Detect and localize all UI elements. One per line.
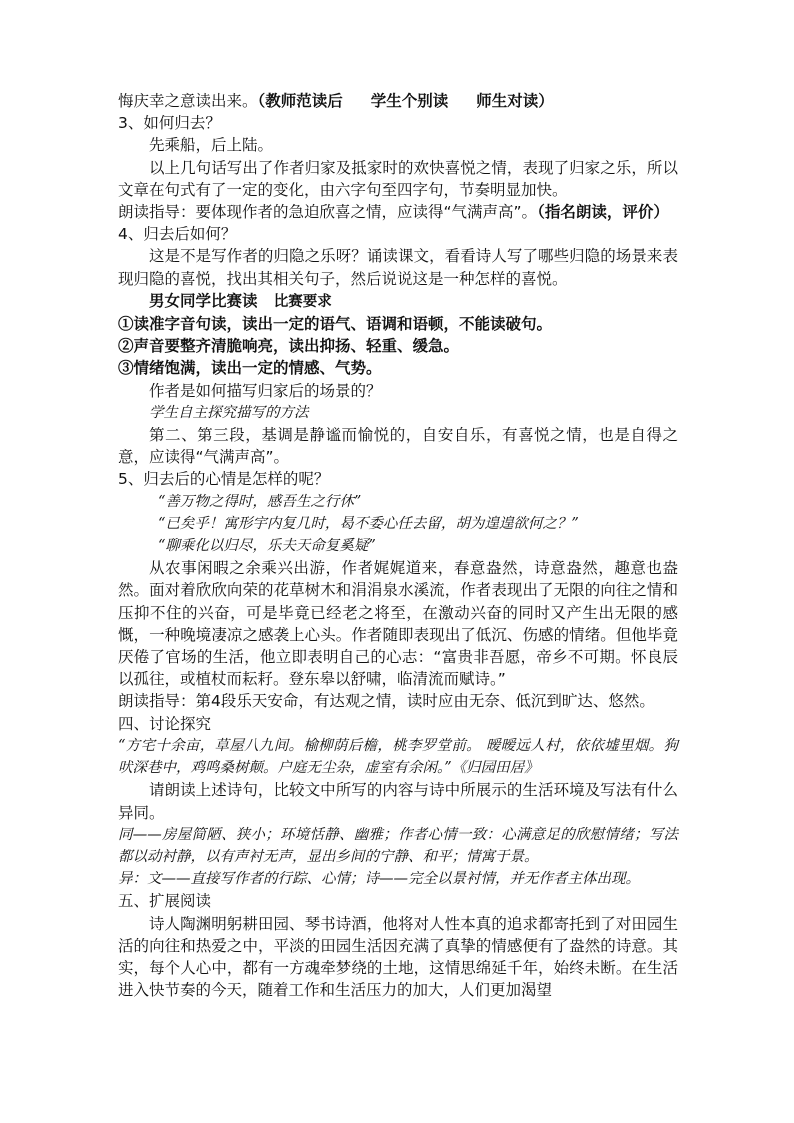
quote-2: “已矣乎！寓形宇内复几时，曷不委心任去留，胡为遑遑欲何之？”	[158, 515, 579, 532]
heading-3: 3、如何归去？	[118, 114, 221, 133]
activity-pair-read: 师生对读）	[476, 92, 554, 110]
paragraph: 这是不是写作者的归隐之乐呀？诵读课文，看看诗人写了哪些归隐的场景来表现归隐的喜悦，找出其相关句子，然后说说这是一种怎样的喜悦。	[118, 247, 678, 288]
activity-teacher-read: （教师范读后	[257, 92, 343, 110]
heading-4: 4、归去后如何？	[118, 225, 237, 244]
text-span: 朗读指导：要体现作者的急迫欣喜之情，应读得“气满声高”。	[118, 203, 538, 222]
bold-note: （指名朗读，评价）	[537, 203, 669, 222]
poem-quote: “方宅十余亩，草屋八九间。榆柳荫后檐，桃李罗堂前。 暧暧远人村，依依墟里烟。狗吠深巷中，鸡鸣桑树颠。户庭无尘杂，虚室有余闲。”《归园田居》	[118, 737, 678, 777]
text-span: 比赛要求	[273, 292, 332, 310]
quote-3: “聊乘化以归尽，乐夫天命复奚疑”	[158, 538, 376, 555]
paragraph: 以上几句话写出了作者归家及抵家时的欢快喜悦之情，表现了归家之乐，所以文章在句式有了一定的变化，由六字句至四字句，节奏明显加快。	[118, 158, 678, 199]
requirement-1: ①读准字音句读，读出一定的语气、语调和语顿，不能读破句。	[118, 314, 553, 334]
difference-answer: 异：文——直接写作者的行踪、心情；诗——完全以景衬情，并无作者主体出现。	[118, 871, 640, 888]
text-span: 男女同学比赛读	[149, 291, 258, 310]
heading-5: 5、归去后的心情是怎样的呢？	[118, 470, 330, 489]
line-1	[118, 90, 678, 112]
similarity-answer: 同——房屋简陋、狭小；环境恬静、幽雅；作者心情一致：心满意足的欣慰情绪；写法都以动衬静，以有声衬无声，显出乡间的宁静、和平；情寓于景。	[118, 826, 678, 865]
contest-title	[118, 290, 678, 313]
paragraph: 先乘船，后上陆。	[149, 136, 274, 155]
requirement-3: ③情绪饱满，读出一定的情感、气势。	[118, 358, 382, 378]
reading-guide: 朗读指导：第4段乐天安命，有达观之情，读时应由无奈、低沉到旷达、悠然。	[118, 692, 655, 711]
quote-1: “善万物之得时，感吾生之行休”	[158, 493, 362, 510]
paragraph: 请朗读上述诗句，比较文中所写的内容与诗中所展示的生活环境及写法有什么异同。	[118, 781, 678, 822]
paragraph: 第二、第三段，基调是静谧而愉悦的，自安自乐，有喜悦之情，也是自得之意，应读得“气满声高”。	[118, 426, 678, 467]
note: 学生自主探究描写的方法	[149, 404, 309, 421]
document-page	[118, 90, 678, 1001]
section-5-heading: 五、扩展阅读	[118, 892, 212, 911]
section-4-heading: 四、讨论探究	[118, 714, 212, 733]
activity-student-read: 学生个别读	[370, 92, 449, 110]
paragraph: 诗人陶渊明躬耕田园、琴书诗酒，他将对人性本真的追求都寄托到了对田园生活的向往和热爱之中，平淡的田园生活因充满了真挚的情感便有了盎然的诗意。其实，每个人心中，都有一方魂牵梦绕的土地，这情思绵延千年，始终未断。在生活进入快节奏的今天，随着工作和生活压力的加大，人们更加渴望	[118, 914, 678, 1000]
reading-guide	[118, 201, 678, 223]
text-span: 悔庆幸之意读出来。	[118, 92, 258, 110]
question: 作者是如何描写归家后的场景的？	[149, 381, 382, 400]
paragraph: 从农事闲暇之余乘兴出游，作者娓娓道来，春意盎然，诗意盎然，趣意也盎然。面对着欣欣向荣的花草树木和涓涓泉水溪流，作者表现出了无限的向往之情和压抑不住的兴奋，可是毕竟已经老之将至，在激动兴奋的同时又产生出无限的感慨，一种晚境凄凉之感袭上心头。作者随即表现出了低沉、伤感的情绪。但他毕竟厌倦了官场的生活，他立即表明自己的心志：“富贵非吾愿，帝乡不可期。怀良辰以孤往，或植杖而耘耔。登东皋以舒啸，临清流而赋诗。”	[118, 559, 678, 689]
requirement-2: ②声音要整齐清脆响亮，读出抑扬、轻重、缓急。	[118, 336, 460, 356]
